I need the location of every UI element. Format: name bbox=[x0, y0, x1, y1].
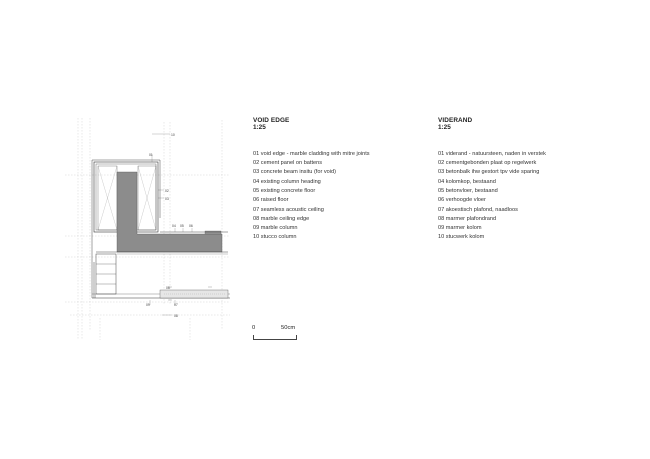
english-legend-list bbox=[253, 150, 443, 243]
callout-03: 03 bbox=[165, 197, 169, 201]
callout-02: 02 bbox=[165, 189, 169, 193]
callout-10: 10 bbox=[171, 133, 175, 137]
legend-item: 10 stucwerk kolom bbox=[438, 234, 485, 241]
raised-floor bbox=[92, 290, 230, 298]
legend-item: 06 raised floor bbox=[253, 197, 289, 204]
legend-item: 06 verhoogde vloer bbox=[438, 197, 486, 204]
legend-item: 08 marmer plafondrand bbox=[438, 215, 497, 222]
legend-item: 02 cementgebonden plaat op regelwerk bbox=[438, 160, 537, 167]
dutch-legend-list bbox=[438, 150, 628, 243]
callout-06: 06 bbox=[189, 224, 193, 228]
english-scale: 1:25 bbox=[253, 124, 266, 132]
legend-item: 03 betonbalk ihw gestort tpv vide sparing bbox=[438, 169, 540, 176]
callout-09: 09 bbox=[146, 303, 150, 307]
beam-top-mark bbox=[205, 231, 221, 234]
legend-item: 10 stucco column bbox=[253, 234, 297, 241]
callout-05: 05 bbox=[180, 224, 184, 228]
callout-07: 07 bbox=[174, 303, 178, 307]
legend-item: 04 kolomkop, bestaand bbox=[438, 178, 496, 185]
legend-item: 03 concrete beam insitu (for void) bbox=[253, 169, 337, 176]
legend-item: 02 cement panel on battens bbox=[253, 160, 323, 167]
legend-item: 08 marble ceiling edge bbox=[253, 215, 310, 222]
callout-04: 04 bbox=[172, 224, 176, 228]
dutch-legend-panel bbox=[438, 117, 628, 243]
legend-item: 09 marble column bbox=[253, 225, 298, 232]
leader-lines bbox=[150, 134, 192, 315]
legend-item: 05 existing concrete floor bbox=[253, 188, 316, 194]
callout-01: 01 bbox=[149, 153, 153, 157]
scale-bar bbox=[252, 325, 312, 345]
english-legend-panel bbox=[253, 117, 443, 243]
legend-item: 01 void edge - marble cladding with mitre joints bbox=[253, 150, 370, 157]
legend-item: 07 akoestisch plafond, naadloos bbox=[438, 206, 518, 213]
legend-item: 09 marmer kolom bbox=[438, 225, 482, 232]
scale-bar-end: 50cm bbox=[281, 325, 296, 331]
lower-column bbox=[93, 254, 116, 298]
dutch-title: VIDERAND bbox=[438, 117, 473, 124]
legend-item: 07 seamless acoustic ceiling bbox=[253, 206, 324, 213]
concrete-beam bbox=[117, 172, 222, 252]
english-title: VOID EDGE bbox=[253, 117, 290, 124]
scale-bar-start: 0 bbox=[252, 325, 256, 331]
legend-item: 05 betonvloer, bestaand bbox=[438, 188, 498, 194]
callout-06b: 06 bbox=[166, 286, 170, 290]
dutch-scale: 1:25 bbox=[438, 124, 451, 132]
legend-item: 04 existing column heading bbox=[253, 178, 321, 185]
legend-item: 01 viderand - natuursteen, naden in verstek bbox=[438, 150, 546, 157]
callout-08: 08 bbox=[174, 314, 178, 318]
scale-bar-line bbox=[253, 335, 297, 340]
